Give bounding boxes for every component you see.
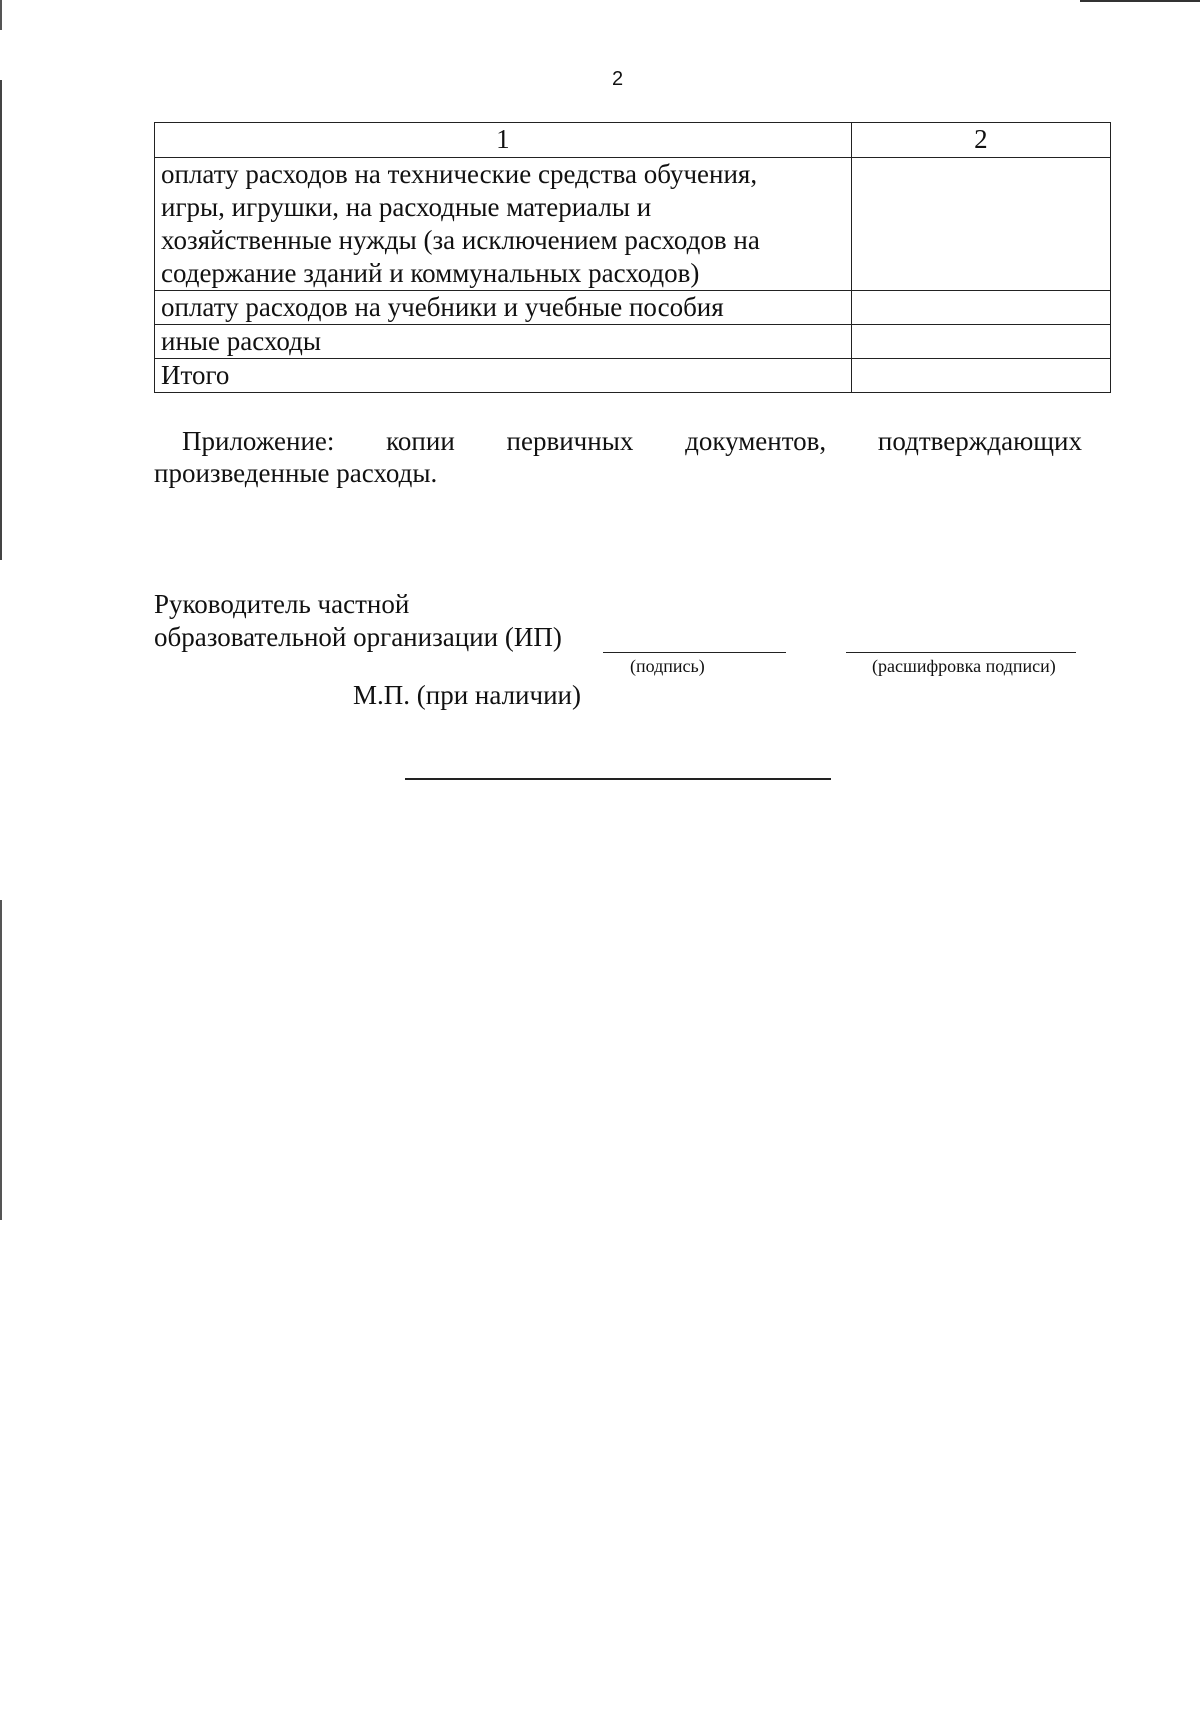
appendix-word: документов, (685, 426, 827, 456)
table-row (155, 158, 1111, 291)
scan-edge-left (0, 0, 2, 1716)
appendix-note (154, 425, 1082, 489)
table-header-col-2: 2 (851, 123, 1110, 158)
table-row (155, 291, 1111, 325)
end-rule (405, 778, 831, 780)
signer-title (154, 588, 562, 654)
appendix-word: Приложение: (182, 426, 335, 456)
signer-title-line-1: Руководитель частной (154, 589, 410, 619)
scan-edge-top (1080, 0, 1200, 2)
signer-title-line-2: образовательной организации (ИП) (154, 622, 562, 652)
signature-line (603, 652, 786, 653)
row-label-line: иные расходы (161, 326, 321, 356)
row-label-line: игры, игрушки, на расходные материалы и (161, 192, 652, 222)
appendix-word: копии (386, 426, 455, 456)
table-header-row (155, 123, 1111, 158)
signature-decoding-caption: (расшифровка подписи) (872, 656, 1056, 676)
table-header-col-1: 1 (155, 123, 852, 158)
row-label-line: Итого (161, 360, 230, 390)
expenses-table (154, 122, 1111, 393)
appendix-word: подтверждающих (877, 426, 1082, 456)
row-label (155, 158, 852, 291)
page-number: 2 (611, 68, 624, 90)
signature-caption: (подпись) (630, 656, 705, 676)
appendix-word: первичных (506, 426, 634, 456)
appendix-line-1 (154, 425, 1082, 457)
row-label-line: оплату расходов на технические средства обучения, (161, 159, 758, 189)
table-row-total (155, 359, 1111, 393)
row-value (851, 291, 1110, 325)
seal-note: М.П. (при наличии) (353, 680, 581, 710)
signature-decoding-line (846, 652, 1076, 653)
row-label (155, 325, 852, 359)
row-value (851, 359, 1110, 393)
row-label-line: содержание зданий и коммунальных расходов) (161, 258, 700, 288)
row-value (851, 158, 1110, 291)
row-label (155, 291, 852, 325)
row-value (851, 325, 1110, 359)
row-label (155, 359, 852, 393)
table-row (155, 325, 1111, 359)
row-label-line: хозяйственные нужды (за исключением расходов на (161, 225, 760, 255)
row-label-line: оплату расходов на учебники и учебные пособия (161, 292, 724, 322)
appendix-line-2: произведенные расходы. (154, 458, 438, 488)
